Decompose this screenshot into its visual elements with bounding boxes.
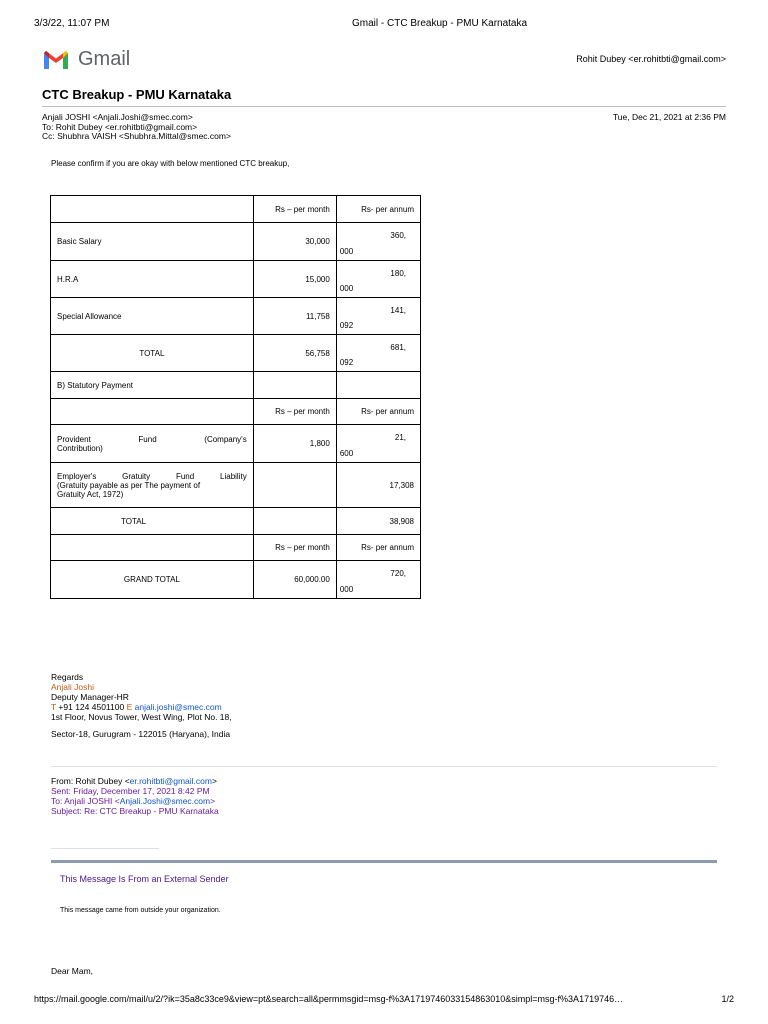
ctc-table: [50, 195, 421, 599]
row-month: 56,758: [253, 335, 336, 372]
table-header-annum: Rs- per annum: [336, 535, 420, 561]
pf-month: 1,800: [253, 425, 336, 463]
table-cell: [336, 372, 420, 399]
grand-annum-top: 720,: [390, 569, 406, 578]
print-title: Gmail - CTC Breakup - PMU Karnataka: [352, 18, 528, 29]
gratuity-annum: 17,308: [336, 463, 420, 508]
sig-designation: Deputy Manager-HR: [51, 692, 129, 702]
table-header-month: Rs – per month: [253, 535, 336, 561]
sig-email-link[interactable]: anjali.joshi@smec.com: [134, 702, 222, 712]
table-header-annum: Rs- per annum: [336, 196, 420, 223]
row-label: H.R.A: [51, 261, 254, 298]
row-annum-bottom: 000: [339, 247, 354, 256]
grand-annum-bottom: 000: [339, 585, 354, 594]
table-cell: [51, 399, 254, 425]
email-from: Anjali JOSHI <Anjali.Joshi@smec.com>: [42, 112, 193, 122]
pf-annum-top: 21,: [394, 433, 406, 442]
table-cell: [51, 196, 254, 223]
row-annum-top: 180,: [390, 269, 406, 278]
quoted-to: To: Anjali JOSHI <Anjali.Joshi@smec.com>: [51, 796, 216, 806]
quoted-from: From: Rohit Dubey <er.rohitbti@gmail.com>: [51, 776, 217, 786]
row-label: Special Allowance: [51, 298, 254, 335]
row-label: TOTAL: [51, 335, 254, 372]
sig-regards: Regards: [51, 672, 84, 682]
print-datetime: 3/3/22, 11:07 PM: [34, 18, 110, 29]
email-to: To: Rohit Dubey <er.rohitbti@gmail.com>: [42, 122, 198, 132]
table-header-month: Rs – per month: [253, 196, 336, 223]
email-cc: Cc: Shubhra VAISH <Shubhra.Mittal@smec.com>: [42, 131, 231, 141]
table-row: [51, 261, 421, 298]
row-annum-top: 141,: [390, 306, 406, 315]
subject-divider: [42, 106, 726, 107]
row-month: 15,000: [253, 261, 336, 298]
table-row: [51, 223, 421, 261]
phone-label: T: [51, 702, 57, 712]
footer-url: https://mail.google.com/mail/u/2/?ik=35a8c33ce9&view=pt&search=all&permmsgid=msg-f%3A1719746033154863010&simpl=msg-f%3A1719746…: [34, 994, 624, 1004]
table-row: [51, 298, 421, 335]
external-banner-title: This Message Is From an External Sender: [60, 874, 229, 884]
gmail-wordmark: Gmail: [78, 48, 131, 70]
total2-label: TOTAL: [51, 508, 254, 535]
table-row: [51, 561, 421, 599]
table-row: [51, 535, 421, 561]
row-month: 30,000: [253, 223, 336, 261]
email-subject: CTC Breakup - PMU Karnataka: [42, 87, 232, 102]
external-banner-bar: [51, 860, 717, 863]
gratuity-label: Employer's Gratuity Fund Liability (Gratuity payable as per The payment of Gratuity Act, 1972): [51, 463, 254, 508]
row-annum-top: 681,: [390, 343, 406, 352]
quote-divider: [51, 766, 717, 767]
greeting: Dear Mam,: [51, 966, 94, 976]
email-label: E: [126, 702, 133, 712]
quoted-from-link[interactable]: er.rohitbti@gmail.com: [129, 776, 212, 786]
pf-label: Provident Fund (Company's Contribution): [51, 425, 254, 463]
row-annum-bottom: 092: [339, 358, 354, 367]
gmail-logo-icon: [42, 49, 70, 71]
row-annum-bottom: 092: [339, 321, 354, 330]
table-row: [51, 335, 421, 372]
table-cell: [253, 463, 336, 508]
table-cell: [253, 372, 336, 399]
table-row: [51, 463, 421, 508]
row-month: 11,758: [253, 298, 336, 335]
row-label: Basic Salary: [51, 223, 254, 261]
statutory-label: B) Statutory Payment: [51, 372, 254, 399]
table-row: [51, 196, 421, 223]
external-banner-text: This message came from outside your organization.: [60, 907, 221, 914]
row-annum-top: 360,: [390, 231, 406, 240]
pf-annum-bottom: 600: [339, 449, 354, 458]
table-cell: [253, 508, 336, 535]
table-row: [51, 372, 421, 399]
quoted-to-link[interactable]: Anjali.Joshi@smec.com: [119, 796, 211, 806]
sig-address-1: 1st Floor, Novus Tower, West Wing, Plot No. 18,: [51, 712, 232, 722]
sig-address-2: Sector-18, Gurugram - 122015 (Haryana), India: [51, 729, 231, 739]
grand-total-label: GRAND TOTAL: [51, 561, 254, 599]
table-header-annum: Rs- per annum: [336, 399, 420, 425]
footer-page: 1/2: [721, 994, 734, 1004]
quoted-subject: Subject: Re: CTC Breakup - PMU Karnataka: [51, 806, 219, 816]
sig-contact: [51, 702, 222, 712]
table-header-month: Rs – per month: [253, 399, 336, 425]
table-row: [51, 425, 421, 463]
table-row: [51, 399, 421, 425]
quoted-sent: Sent: Friday, December 17, 2021 8:42 PM: [51, 786, 210, 796]
row-annum-bottom: 000: [339, 284, 354, 293]
total2-annum: 38,908: [336, 508, 420, 535]
grand-total-month: 60,000.00: [253, 561, 336, 599]
table-row: [51, 508, 421, 535]
sig-name: Anjali Joshi: [51, 682, 94, 692]
account-label: Rohit Dubey <er.rohitbti@gmail.com>: [576, 54, 726, 64]
email-date: Tue, Dec 21, 2021 at 2:36 PM: [612, 112, 726, 122]
email-intro: Please confirm if you are okay with below mentioned CTC breakup,: [51, 159, 290, 168]
table-cell: [51, 535, 254, 561]
sig-phone: +91 124 4501100: [58, 702, 125, 712]
short-divider: [51, 848, 159, 849]
